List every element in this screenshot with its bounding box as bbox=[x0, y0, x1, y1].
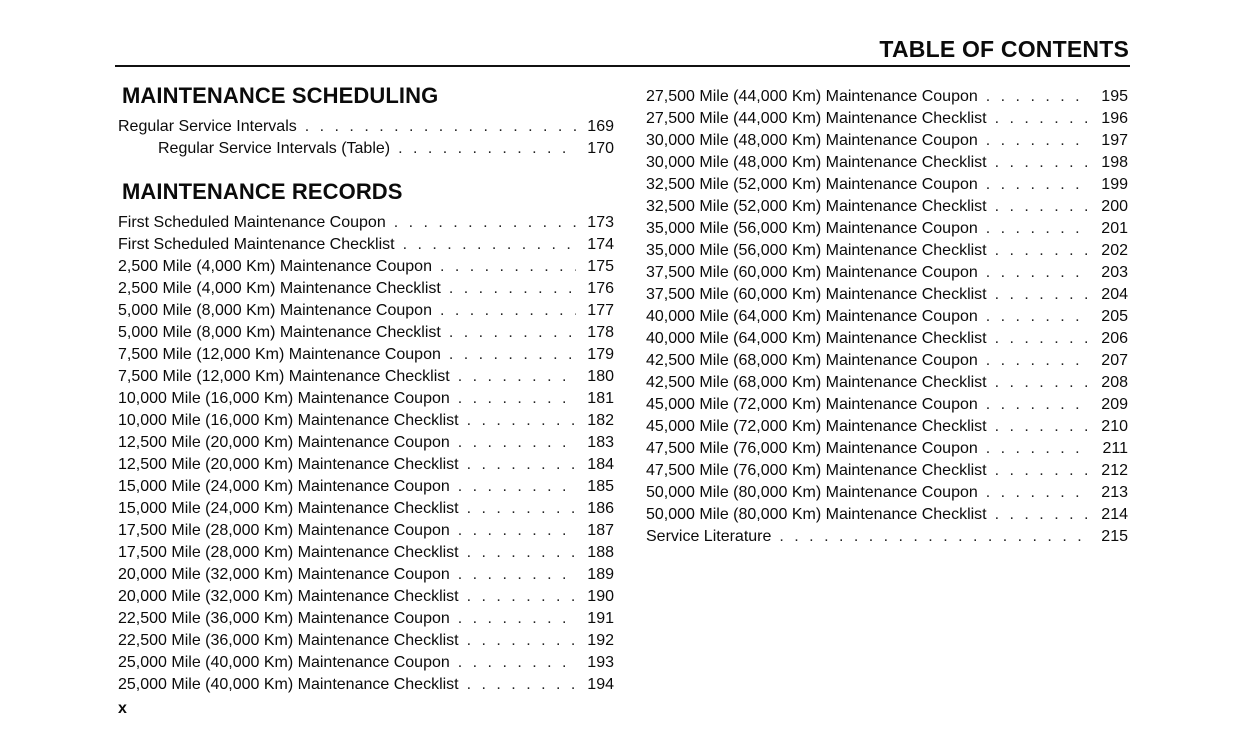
toc-entry-title: 35,000 Mile (56,000 Km) Maintenance Coupon bbox=[646, 220, 978, 237]
toc-entry-page: 174 bbox=[587, 236, 614, 253]
toc-entry-page: 194 bbox=[587, 676, 614, 693]
toc-entry[interactable] bbox=[646, 482, 1128, 504]
dot-leader bbox=[467, 410, 576, 432]
dot-leader bbox=[467, 498, 576, 520]
dot-leader bbox=[995, 416, 1090, 438]
toc-entry-title: 22,500 Mile (36,000 Km) Maintenance Checklist bbox=[118, 632, 459, 649]
toc-entry[interactable] bbox=[118, 542, 614, 564]
toc-entry-title: 42,500 Mile (68,000 Km) Maintenance Checklist bbox=[646, 374, 987, 391]
section-heading-records: MAINTENANCE RECORDS bbox=[122, 179, 403, 204]
toc-entry[interactable] bbox=[646, 350, 1128, 372]
toc-entry[interactable] bbox=[646, 86, 1128, 108]
toc-entry-page: 204 bbox=[1101, 286, 1128, 303]
dot-leader bbox=[398, 138, 576, 160]
toc-entry[interactable] bbox=[646, 526, 1128, 548]
toc-entry[interactable] bbox=[646, 196, 1128, 218]
toc-entry[interactable] bbox=[646, 416, 1128, 438]
toc-entry-page: 206 bbox=[1101, 330, 1128, 347]
page-number: x bbox=[118, 700, 127, 717]
toc-entry-page: 203 bbox=[1101, 264, 1128, 281]
dot-leader bbox=[986, 262, 1090, 284]
toc-entry-title: 30,000 Mile (48,000 Km) Maintenance Checklist bbox=[646, 154, 987, 171]
toc-entry-title: 42,500 Mile (68,000 Km) Maintenance Coupon bbox=[646, 352, 978, 369]
toc-entry[interactable] bbox=[646, 174, 1128, 196]
toc-entry-page: 179 bbox=[587, 346, 614, 363]
toc-entry-page: 188 bbox=[587, 544, 614, 561]
dot-leader bbox=[449, 344, 576, 366]
dot-leader bbox=[986, 130, 1090, 152]
scheduling-list bbox=[118, 116, 614, 160]
toc-entry[interactable] bbox=[646, 328, 1128, 350]
dot-leader bbox=[779, 526, 1090, 548]
toc-entry[interactable] bbox=[646, 460, 1128, 482]
dot-leader bbox=[467, 454, 576, 476]
toc-entry-title: 7,500 Mile (12,000 Km) Maintenance Coupon bbox=[118, 346, 441, 363]
toc-entry-title: 40,000 Mile (64,000 Km) Maintenance Checklist bbox=[646, 330, 987, 347]
toc-entry-page: 212 bbox=[1101, 462, 1128, 479]
toc-entry[interactable] bbox=[118, 608, 614, 630]
dot-leader bbox=[440, 256, 576, 278]
toc-entry-title: 47,500 Mile (76,000 Km) Maintenance Coupon bbox=[646, 440, 978, 457]
toc-entry[interactable] bbox=[646, 130, 1128, 152]
toc-entry-page: 187 bbox=[587, 522, 614, 539]
toc-entry-title: 25,000 Mile (40,000 Km) Maintenance Coupon bbox=[118, 654, 450, 671]
dot-leader bbox=[986, 174, 1090, 196]
toc-entry[interactable] bbox=[118, 520, 614, 542]
dot-leader bbox=[467, 630, 576, 652]
dot-leader bbox=[986, 218, 1090, 240]
toc-entry-page: 190 bbox=[587, 588, 614, 605]
toc-entry[interactable] bbox=[118, 116, 614, 138]
toc-entry[interactable] bbox=[646, 504, 1128, 526]
toc-entry[interactable] bbox=[118, 234, 614, 256]
toc-entry-title: 17,500 Mile (28,000 Km) Maintenance Checklist bbox=[118, 544, 459, 561]
toc-entry-title: 27,500 Mile (44,000 Km) Maintenance Coupon bbox=[646, 88, 978, 105]
toc-entry-title: 5,000 Mile (8,000 Km) Maintenance Coupon bbox=[118, 302, 432, 319]
dot-leader bbox=[305, 116, 576, 138]
toc-entry[interactable] bbox=[118, 630, 614, 652]
toc-entry[interactable] bbox=[118, 138, 614, 160]
toc-entry-page: 186 bbox=[587, 500, 614, 517]
dot-leader bbox=[995, 284, 1090, 306]
dot-leader bbox=[458, 564, 576, 586]
toc-entry[interactable] bbox=[118, 586, 614, 608]
toc-entry[interactable] bbox=[118, 410, 614, 432]
toc-entry-title: 25,000 Mile (40,000 Km) Maintenance Checklist bbox=[118, 676, 459, 693]
toc-entry-page: 208 bbox=[1101, 374, 1128, 391]
header-divider bbox=[115, 65, 1130, 67]
dot-leader bbox=[467, 674, 576, 696]
dot-leader bbox=[449, 278, 576, 300]
dot-leader bbox=[394, 212, 576, 234]
toc-entry[interactable] bbox=[646, 372, 1128, 394]
toc-entry-page: 185 bbox=[587, 478, 614, 495]
toc-entry-title: 2,500 Mile (4,000 Km) Maintenance Checklist bbox=[118, 280, 441, 297]
toc-entry-page: 173 bbox=[587, 214, 614, 231]
page-title: TABLE OF CONTENTS bbox=[879, 36, 1129, 62]
dot-leader bbox=[458, 608, 576, 630]
dot-leader bbox=[986, 306, 1090, 328]
toc-entry[interactable] bbox=[646, 262, 1128, 284]
toc-entry-page: 193 bbox=[587, 654, 614, 671]
toc-entry-page: 215 bbox=[1101, 528, 1128, 545]
toc-entry-title: 17,500 Mile (28,000 Km) Maintenance Coupon bbox=[118, 522, 450, 539]
toc-entry-page: 213 bbox=[1101, 484, 1128, 501]
toc-entry-page: 199 bbox=[1101, 176, 1128, 193]
dot-leader bbox=[995, 240, 1090, 262]
toc-entry-page: 189 bbox=[587, 566, 614, 583]
toc-entry[interactable] bbox=[118, 322, 614, 344]
toc-right-column bbox=[646, 86, 1128, 548]
dot-leader bbox=[995, 196, 1090, 218]
dot-leader bbox=[403, 234, 576, 256]
toc-entry-page: 201 bbox=[1101, 220, 1128, 237]
toc-entry-page: 198 bbox=[1101, 154, 1128, 171]
toc-entry-page: 180 bbox=[587, 368, 614, 385]
toc-entry-title: First Scheduled Maintenance Coupon bbox=[118, 214, 386, 231]
dot-leader bbox=[995, 372, 1090, 394]
toc-entry-title: Regular Service Intervals bbox=[118, 118, 297, 135]
toc-entry-title: 32,500 Mile (52,000 Km) Maintenance Coupon bbox=[646, 176, 978, 193]
dot-leader bbox=[458, 652, 576, 674]
toc-entry-page: 197 bbox=[1101, 132, 1128, 149]
records-list-left bbox=[118, 212, 614, 696]
toc-entry-title: 5,000 Mile (8,000 Km) Maintenance Checklist bbox=[118, 324, 441, 341]
toc-entry-title: 50,000 Mile (80,000 Km) Maintenance Coupon bbox=[646, 484, 978, 501]
toc-entry-title: 37,500 Mile (60,000 Km) Maintenance Checklist bbox=[646, 286, 987, 303]
toc-entry-page: 210 bbox=[1101, 418, 1128, 435]
toc-entry-page: 182 bbox=[587, 412, 614, 429]
dot-leader bbox=[986, 482, 1090, 504]
toc-entry[interactable] bbox=[118, 674, 614, 696]
toc-entry-page: 200 bbox=[1101, 198, 1128, 215]
toc-entry-title: 35,000 Mile (56,000 Km) Maintenance Checklist bbox=[646, 242, 987, 259]
toc-entry-title: 22,500 Mile (36,000 Km) Maintenance Coupon bbox=[118, 610, 450, 627]
toc-entry[interactable] bbox=[118, 388, 614, 410]
toc-entry[interactable] bbox=[118, 564, 614, 586]
toc-entry-title: Regular Service Intervals (Table) bbox=[158, 140, 391, 157]
toc-entry-page: 191 bbox=[587, 610, 614, 627]
toc-entry[interactable] bbox=[118, 256, 614, 278]
toc-entry-title: 30,000 Mile (48,000 Km) Maintenance Coupon bbox=[646, 132, 978, 149]
dot-leader bbox=[986, 394, 1090, 416]
dot-leader bbox=[458, 432, 576, 454]
dot-leader bbox=[467, 586, 576, 608]
dot-leader bbox=[995, 460, 1090, 482]
toc-entry[interactable] bbox=[118, 476, 614, 498]
dot-leader bbox=[467, 542, 576, 564]
dot-leader bbox=[995, 328, 1090, 350]
toc-entry[interactable] bbox=[646, 306, 1128, 328]
dot-leader bbox=[986, 86, 1090, 108]
toc-entry-page: 177 bbox=[587, 302, 614, 319]
toc-entry-title: 20,000 Mile (32,000 Km) Maintenance Checklist bbox=[118, 588, 459, 605]
toc-entry-title: Service Literature bbox=[646, 528, 772, 545]
toc-entry-title: 15,000 Mile (24,000 Km) Maintenance Checklist bbox=[118, 500, 459, 517]
toc-entry[interactable] bbox=[118, 212, 614, 234]
toc-entry-title: 7,500 Mile (12,000 Km) Maintenance Checklist bbox=[118, 368, 450, 385]
toc-entry-page: 209 bbox=[1101, 396, 1128, 413]
toc-entry-page: 170 bbox=[587, 140, 614, 157]
toc-entry-page: 184 bbox=[587, 456, 614, 473]
toc-entry-title: 20,000 Mile (32,000 Km) Maintenance Coupon bbox=[118, 566, 450, 583]
toc-entry[interactable] bbox=[118, 498, 614, 520]
toc-entry[interactable] bbox=[118, 300, 614, 322]
toc-entry-page: 214 bbox=[1101, 506, 1128, 523]
toc-entry-page: 207 bbox=[1101, 352, 1128, 369]
toc-entry[interactable] bbox=[118, 344, 614, 366]
toc-entry[interactable] bbox=[118, 278, 614, 300]
dot-leader bbox=[458, 388, 576, 410]
toc-entry-page: 205 bbox=[1101, 308, 1128, 325]
toc-entry-page: 181 bbox=[587, 390, 614, 407]
toc-entry-title: 12,500 Mile (20,000 Km) Maintenance Coupon bbox=[118, 434, 450, 451]
toc-entry[interactable] bbox=[118, 366, 614, 388]
toc-entry-title: 27,500 Mile (44,000 Km) Maintenance Checklist bbox=[646, 110, 987, 127]
toc-entry-page: 202 bbox=[1101, 242, 1128, 259]
toc-entry-title: First Scheduled Maintenance Checklist bbox=[118, 236, 395, 253]
dot-leader bbox=[995, 504, 1090, 526]
toc-entry-title: 45,000 Mile (72,000 Km) Maintenance Checklist bbox=[646, 418, 987, 435]
dot-leader bbox=[995, 108, 1090, 130]
dot-leader bbox=[986, 438, 1090, 460]
toc-entry-title: 10,000 Mile (16,000 Km) Maintenance Coupon bbox=[118, 390, 450, 407]
dot-leader bbox=[986, 350, 1090, 372]
toc-entry[interactable] bbox=[118, 432, 614, 454]
toc-entry-page: 178 bbox=[587, 324, 614, 341]
toc-entry[interactable] bbox=[646, 394, 1128, 416]
dot-leader bbox=[458, 366, 576, 388]
dot-leader bbox=[458, 520, 576, 542]
toc-entry-page: 183 bbox=[587, 434, 614, 451]
dot-leader bbox=[995, 152, 1090, 174]
toc-left-column bbox=[118, 82, 614, 696]
dot-leader bbox=[440, 300, 576, 322]
toc-entry-title: 37,500 Mile (60,000 Km) Maintenance Coupon bbox=[646, 264, 978, 281]
toc-entry-title: 40,000 Mile (64,000 Km) Maintenance Coupon bbox=[646, 308, 978, 325]
toc-entry-title: 47,500 Mile (76,000 Km) Maintenance Checklist bbox=[646, 462, 987, 479]
toc-entry-page: 211 bbox=[1102, 440, 1128, 457]
toc-entry-title: 45,000 Mile (72,000 Km) Maintenance Coupon bbox=[646, 396, 978, 413]
records-list-right bbox=[646, 86, 1128, 548]
toc-entry-page: 192 bbox=[587, 632, 614, 649]
toc-entry-page: 169 bbox=[587, 118, 614, 135]
toc-entry-title: 12,500 Mile (20,000 Km) Maintenance Checklist bbox=[118, 456, 459, 473]
toc-entry[interactable] bbox=[646, 108, 1128, 130]
toc-entry[interactable] bbox=[646, 284, 1128, 306]
toc-entry-title: 50,000 Mile (80,000 Km) Maintenance Checklist bbox=[646, 506, 987, 523]
toc-entry[interactable] bbox=[646, 218, 1128, 240]
toc-entry[interactable] bbox=[646, 152, 1128, 174]
section-heading-scheduling: MAINTENANCE SCHEDULING bbox=[122, 83, 439, 108]
toc-entry-page: 196 bbox=[1101, 110, 1128, 127]
toc-entry[interactable] bbox=[118, 652, 614, 674]
toc-entry-title: 15,000 Mile (24,000 Km) Maintenance Coupon bbox=[118, 478, 450, 495]
toc-entry[interactable] bbox=[646, 240, 1128, 262]
toc-entry-page: 175 bbox=[587, 258, 614, 275]
toc-entry-title: 2,500 Mile (4,000 Km) Maintenance Coupon bbox=[118, 258, 432, 275]
toc-entry-title: 32,500 Mile (52,000 Km) Maintenance Checklist bbox=[646, 198, 987, 215]
toc-entry[interactable] bbox=[646, 438, 1128, 460]
dot-leader bbox=[449, 322, 576, 344]
dot-leader bbox=[458, 476, 576, 498]
toc-entry-title: 10,000 Mile (16,000 Km) Maintenance Checklist bbox=[118, 412, 459, 429]
toc-entry[interactable] bbox=[118, 454, 614, 476]
toc-entry-page: 195 bbox=[1101, 88, 1128, 105]
toc-entry-page: 176 bbox=[587, 280, 614, 297]
